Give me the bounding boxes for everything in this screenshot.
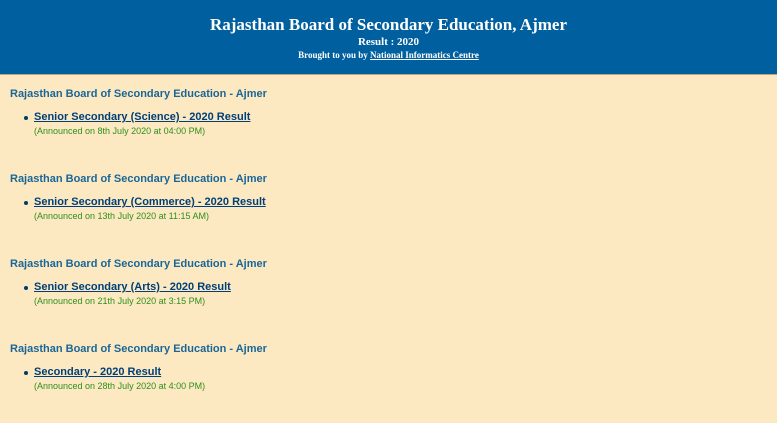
result-list (10, 281, 231, 307)
list-item (10, 196, 266, 222)
bullet-icon (24, 286, 28, 290)
result-list (10, 366, 205, 392)
announcement-date: (Announced on 21th July 2020 at 3:15 PM) (34, 296, 206, 306)
section-heading: Rajasthan Board of Secondary Education - Ajmer (10, 173, 267, 185)
result-year-subtitle: Result : 2020 (357, 36, 420, 48)
result-section-arts (10, 258, 767, 343)
section-heading: Rajasthan Board of Secondary Education - Ajmer (10, 258, 267, 270)
secondary-result-link[interactable]: Secondary - 2020 Result (34, 366, 162, 378)
announcement-date: (Announced on 13th July 2020 at 11:15 AM) (34, 211, 209, 221)
list-item (10, 366, 205, 392)
result-section-secondary (10, 343, 767, 423)
result-section-science (10, 88, 767, 173)
bullet-icon (24, 201, 28, 205)
result-list (10, 196, 266, 222)
section-heading: Rajasthan Board of Secondary Education - Ajmer (10, 88, 267, 100)
page-title: Rajasthan Board of Secondary Education, Ajmer (209, 15, 567, 34)
bullet-icon (24, 371, 28, 375)
arts-result-link[interactable]: Senior Secondary (Arts) - 2020 Result (34, 281, 231, 293)
result-list (10, 111, 250, 137)
credit-line (0, 50, 777, 61)
announcement-date: (Announced on 28th July 2020 at 4:00 PM) (34, 381, 206, 391)
list-item (10, 281, 231, 307)
page-header (0, 0, 777, 75)
announcement-date: (Announced on 8th July 2020 at 04:00 PM) (34, 126, 206, 136)
credit-prefix: Brought to you by (298, 50, 371, 60)
result-section-commerce (10, 173, 767, 258)
nic-link[interactable]: National Informatics Centre (370, 50, 479, 60)
list-item (10, 111, 250, 137)
section-heading: Rajasthan Board of Secondary Education - Ajmer (10, 343, 267, 355)
bullet-icon (24, 116, 28, 120)
science-result-link[interactable]: Senior Secondary (Science) - 2020 Result (34, 111, 251, 123)
results-content (0, 88, 777, 423)
commerce-result-link[interactable]: Senior Secondary (Commerce) - 2020 Result (34, 196, 266, 208)
